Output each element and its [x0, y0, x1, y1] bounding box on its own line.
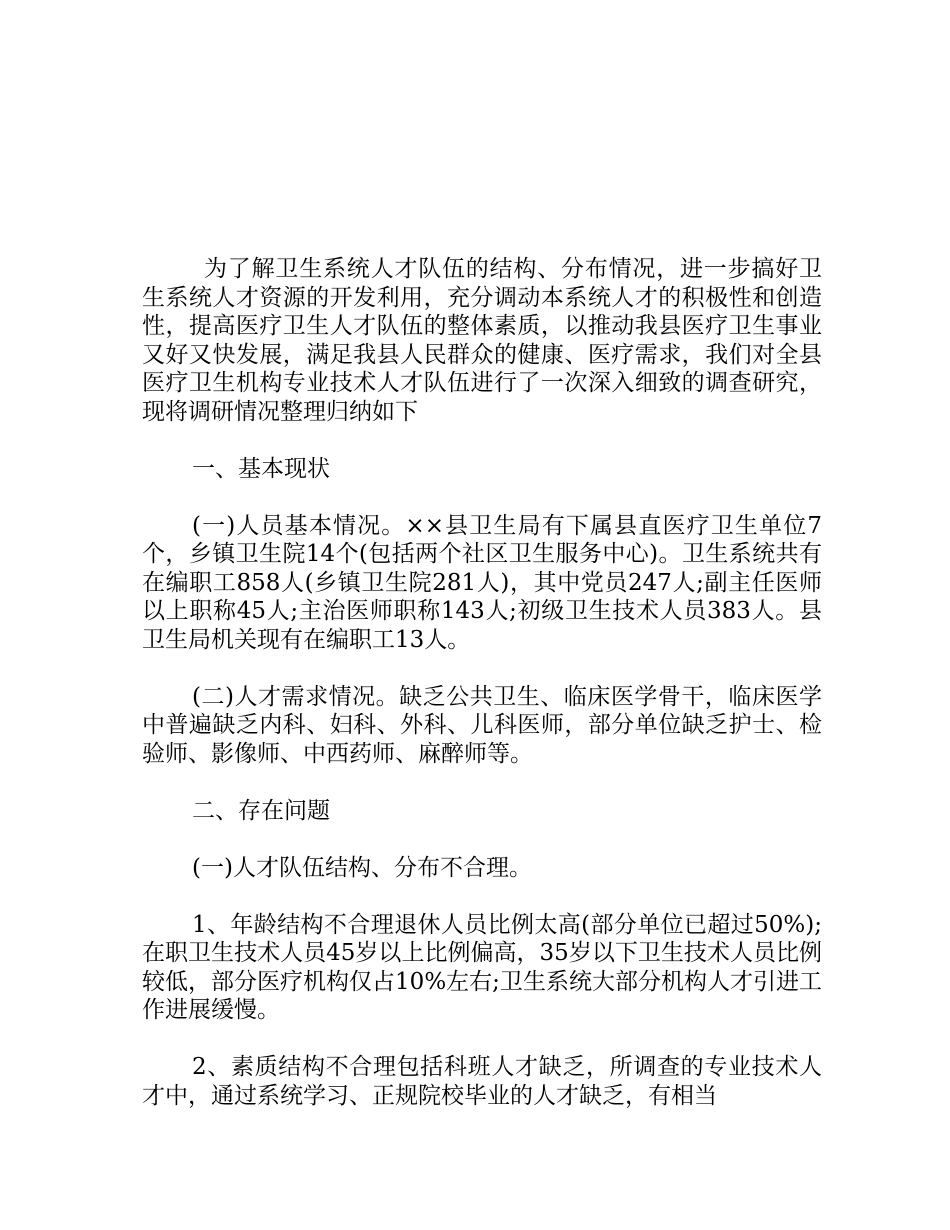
paragraph-gap — [142, 768, 822, 797]
paragraph-gap — [142, 483, 822, 512]
section-1-paragraph-1: (一)人员基本情况。××县卫生局有下属县直医疗卫生单位7个，乡镇卫生院14个(包括两个社区卫生服务中心)。卫生系统共有在编职工858人(乡镇卫生院281人)，其中党员247人;副主任医师以上职称45人;主治医师职称143人;初级卫生技术人员383人。县卫生局机关现有在编职工13人。 — [142, 512, 822, 653]
section-2-heading: 二、存在问题 — [192, 797, 330, 824]
intro-paragraph: 为了解卫生系统人才队伍的结构、分布情况，进一步搞好卫生系统人才资源的开发利用，充分调动本系统人才的积极性和创造性，提高医疗卫生人才队伍的整体素质，以推动我县医疗卫生事业又好又快发展，满足我县人民群众的健康、医疗需求，我们对全县医疗卫生机构专业技术人才队伍进行了一次深入细致的调查研究，现将调研情况整理归纳如下 — [142, 256, 822, 425]
paragraph-gap — [142, 654, 822, 683]
document-body — [142, 255, 822, 1110]
paragraph-gap — [142, 882, 822, 911]
paragraph-gap — [142, 426, 822, 455]
paragraph-gap — [142, 825, 822, 854]
section-1-paragraph-2: (二)人才需求情况。缺乏公共卫生、临床医学骨干，临床医学中普遍缺乏内科、妇科、外科、儿科医师，部分单位缺乏护士、检验师、影像师、中西药师、麻醉师等。 — [142, 683, 822, 767]
paragraph-gap — [142, 1025, 822, 1054]
section-2-item-2: 2、素质结构不合理包括科班人才缺乏，所调查的专业技术人才中，通过系统学习、正规院校毕业的人才缺乏，有相当 — [142, 1054, 822, 1109]
section-1-heading: 一、基本现状 — [192, 455, 330, 482]
section-2-item-1: 1、年龄结构不合理退休人员比例太高(部分单位已超过50%);在职卫生技术人员45岁以上比例偏高，35岁以下卫生技术人员比例较低，部分医疗机构仅占10%左右;卫生系统大部分机构人才引进工作进展缓慢。 — [142, 911, 822, 1023]
section-2-subheading-1: (一)人才队伍结构、分布不合理。 — [192, 854, 532, 881]
